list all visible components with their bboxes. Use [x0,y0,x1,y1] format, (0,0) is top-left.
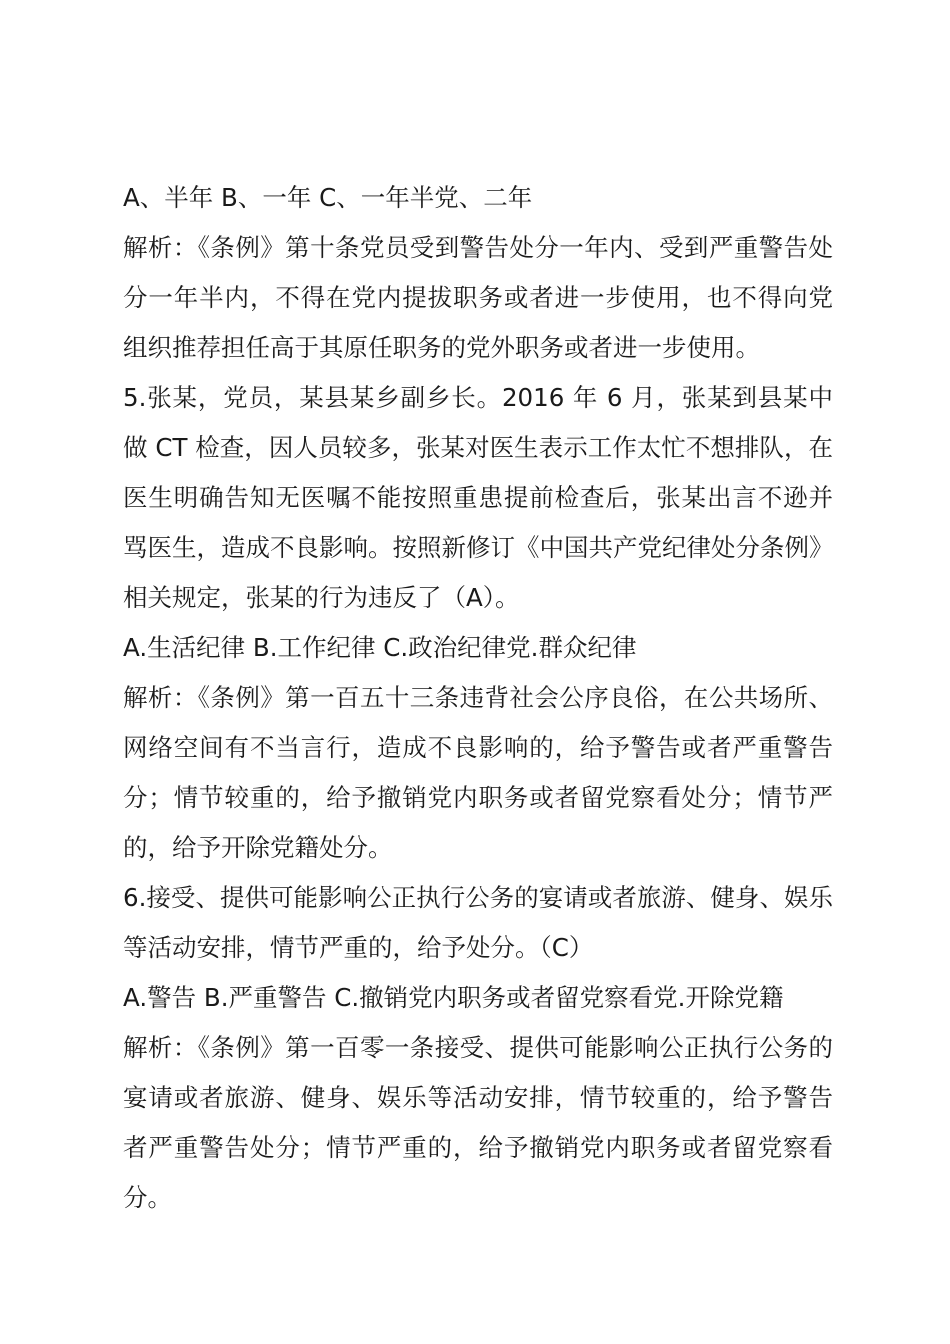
analysis-q6-line-3: 者严重警告处分；情节严重的，给予撤销党内职务或者留党察看 [123,1133,833,1162]
question-5-line-1: 5.张某，党员，某县某乡副乡长。2016 年 6 月，张某到县某中 [123,383,833,412]
question-5-line-4: 骂医生，造成不良影响。按照新修订《中国共产党纪律处分条例》 [123,533,833,562]
answer-options-q6: A.警告 B.严重警告 C.撤销党内职务或者留党察看党.开除党籍 [123,983,784,1012]
question-6-line-1: 6.接受、提供可能影响公正执行公务的宴请或者旅游、健身、娱乐 [123,883,833,912]
answer-options-q4: A、半年 B、一年 C、一年半党、二年 [123,183,533,212]
question-5-line-5: 相关规定，张某的行为违反了（A）。 [123,583,520,612]
analysis-q5-line-1: 解析：《条例》第一百五十三条违背社会公序良俗，在公共场所、 [123,683,833,712]
question-5-line-2: 做 CT 检查，因人员较多，张某对医生表示工作太忙不想排队，在 [123,433,833,462]
analysis-q5-line-3: 分；情节较重的，给予撤销党内职务或者留党察看处分；情节严 [123,783,833,812]
question-5-line-3: 医生明确告知无医嘱不能按照重患提前检查后，张某出言不逊并 [123,483,833,512]
answer-options-q5: A.生活纪律 B.工作纪律 C.政治纪律党.群众纪律 [123,633,637,662]
analysis-q6-line-2: 宴请或者旅游、健身、娱乐等活动安排，情节较重的，给予警告 [123,1083,833,1112]
document-body [123,173,833,1223]
analysis-q4-line-1: 解析：《条例》第十条党员受到警告处分一年内、受到严重警告处 [123,233,833,262]
analysis-q5-line-4: 的，给予开除党籍处分。 [123,833,393,862]
analysis-q6-line-4: 分。 [123,1183,172,1212]
analysis-q4-line-3: 组织推荐担任高于其原任职务的党外职务或者进一步使用。 [123,333,760,362]
question-6-line-2: 等活动安排，情节严重的，给予处分。（C） [123,933,594,962]
analysis-q5-line-2: 网络空间有不当言行，造成不良影响的，给予警告或者严重警告 [123,733,833,762]
analysis-q6-line-1: 解析：《条例》第一百零一条接受、提供可能影响公正执行公务的 [123,1033,833,1062]
analysis-q4-line-2: 分一年半内，不得在党内提拔职务或者进一步使用，也不得向党 [123,283,833,312]
